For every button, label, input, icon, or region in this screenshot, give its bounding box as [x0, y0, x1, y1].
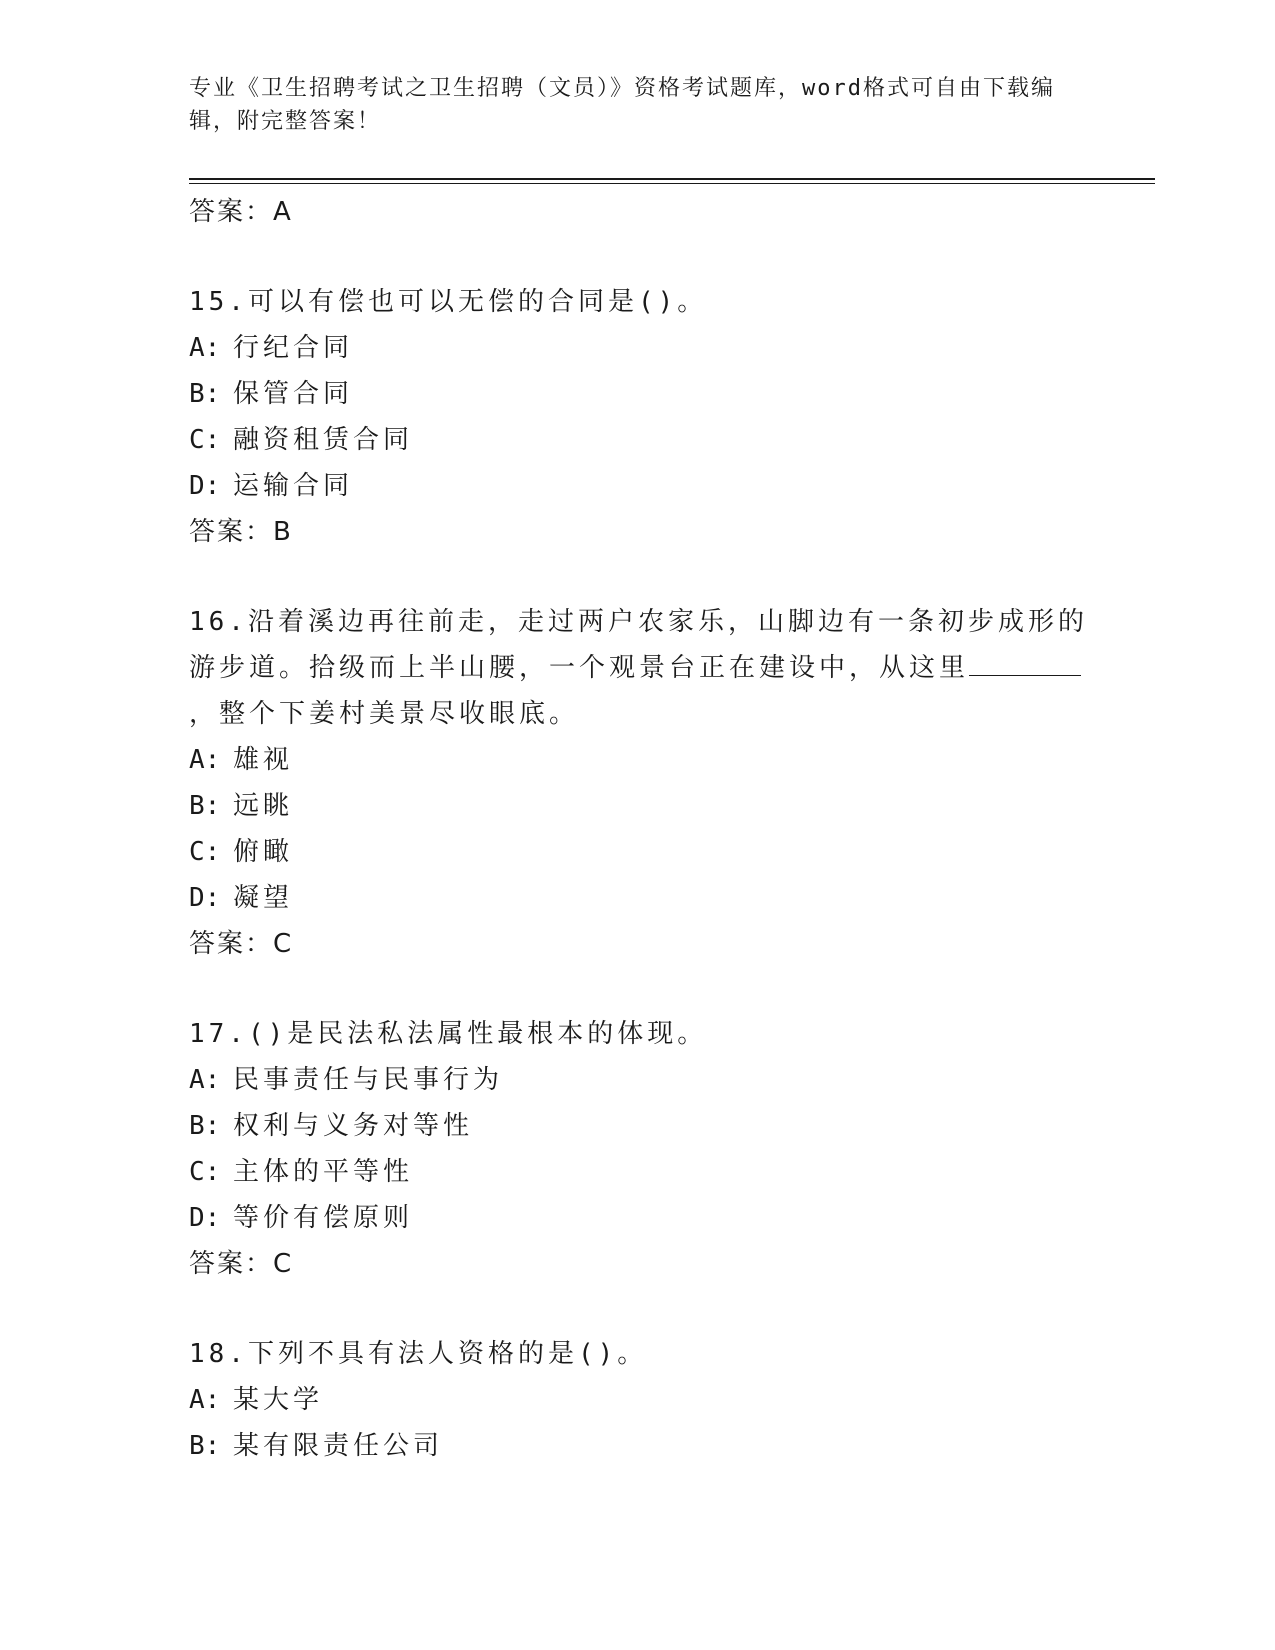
option-letter: C: [189, 837, 221, 867]
question-18 [189, 1331, 1089, 1469]
option-text: 民事责任与民事行为 [233, 1065, 504, 1095]
question-16 [189, 599, 1089, 967]
question-17 [189, 1011, 1089, 1287]
option-c [189, 417, 1089, 463]
option-d [189, 875, 1089, 921]
option-d [189, 1195, 1089, 1241]
question-stem: 17.()是民法私法属性最根本的体现。 [189, 1019, 708, 1049]
option-text: 主体的平等性 [233, 1157, 414, 1187]
option-text: 俯瞰 [233, 837, 294, 867]
question-15 [189, 279, 1089, 555]
option-a [189, 1377, 1089, 1423]
option-letter: C: [189, 1157, 221, 1187]
option-b [189, 1103, 1089, 1149]
option-text: 等价有偿原则 [233, 1203, 414, 1233]
option-letter: A: [189, 745, 221, 775]
option-letter: C: [189, 425, 221, 455]
option-text: 某大学 [233, 1385, 324, 1415]
answer-label: 答案：A [189, 197, 293, 227]
option-text: 融资租赁合同 [233, 425, 414, 455]
option-a [189, 737, 1089, 783]
option-letter: A: [189, 333, 221, 363]
header-rule-thick [189, 178, 1155, 180]
answer-label: 答案：C [189, 1249, 294, 1279]
option-b [189, 1423, 1089, 1469]
option-c [189, 1149, 1089, 1195]
option-a [189, 325, 1089, 371]
question-stem-part: 16.沿着溪边再往前走，走过两户农家乐，山脚边有一条初步成形的游步道。拾级而上半山腰，一个观景台正在建设中，从这里 [189, 607, 1088, 683]
fill-in-blank [969, 647, 1081, 676]
option-text: 远眺 [233, 791, 294, 821]
header-rule-thin [189, 183, 1155, 184]
page-header: 专业《卫生招聘考试之卫生招聘（文员）》资格考试题库，word格式可自由下载编辑，附完整答案！ [189, 76, 1055, 134]
option-a [189, 1057, 1089, 1103]
answer-label: 答案：B [189, 517, 293, 547]
question-stem: 18.下列不具有法人资格的是()。 [189, 1339, 648, 1369]
question-list [189, 189, 1089, 1469]
option-b [189, 371, 1089, 417]
option-letter: B: [189, 379, 221, 409]
option-letter: B: [189, 1431, 221, 1461]
option-letter: D: [189, 471, 221, 501]
option-letter: D: [189, 883, 221, 913]
question-stem: 15.可以有偿也可以无偿的合同是()。 [189, 287, 708, 317]
option-letter: A: [189, 1385, 221, 1415]
option-letter: A: [189, 1065, 221, 1095]
option-text: 雄视 [233, 745, 294, 775]
option-text: 行纪合同 [233, 333, 354, 363]
option-text: 某有限责任公司 [233, 1431, 444, 1461]
option-b [189, 783, 1089, 829]
option-text: 保管合同 [233, 379, 354, 409]
option-c [189, 829, 1089, 875]
option-letter: D: [189, 1203, 221, 1233]
option-text: 运输合同 [233, 471, 354, 501]
option-text: 凝望 [233, 883, 294, 913]
question-stem [189, 599, 1089, 737]
option-letter: B: [189, 791, 221, 821]
question-stem-part: ，整个下姜村美景尽收眼底。 [189, 699, 580, 729]
option-letter: B: [189, 1111, 221, 1141]
answer-label: 答案：C [189, 929, 294, 959]
option-text: 权利与义务对等性 [233, 1111, 474, 1141]
option-d [189, 463, 1089, 509]
